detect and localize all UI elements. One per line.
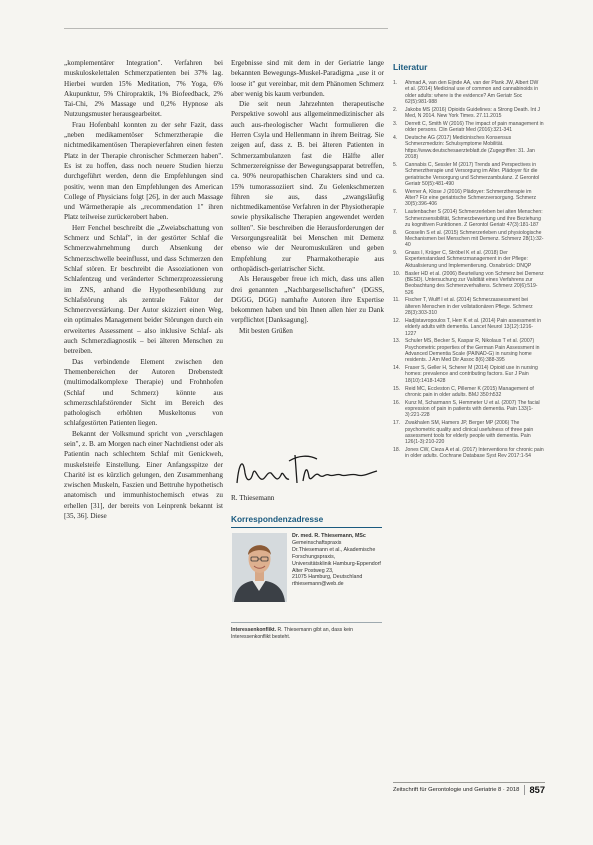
address-line: 21075 Hamburg, Deutschland xyxy=(292,574,363,581)
reference-number: 17. xyxy=(393,420,401,427)
conflict-rule xyxy=(231,622,382,623)
paragraph: Frau Hofenbahl konnten zu der sehr Fazit, dass „neben medikamentöser Schmerztherapie die nichtmedikamentösen Therapieverfahren einen festen Platz in der Therapie chronischer Schmerzen haben". Es ist zu hoffen, dass noch neuere Studien hierzu durchgeführt werden, denn die Empfehlungen sind positiv, wenn man den Empfehlungen des American College of Physicians folgt [26], in der auch Massage und Wärmetherapie als „recommendation 1" ihren Platz teilweise zurückerobert haben. xyxy=(64,120,223,222)
reference-item xyxy=(393,107,544,120)
reference-text: Jones CW, Cieza A et al. (2017) Interventions for chronic pain in older adults. Cochrane Database Syst Rev 2017:1-54 xyxy=(405,447,544,460)
reference-item xyxy=(393,209,544,228)
reference-item xyxy=(393,189,544,208)
handwritten-signature xyxy=(233,443,383,491)
reference-item xyxy=(393,400,544,419)
paragraph: Als Herausgeber freue ich mich, dass uns allen drei genannten „Nachbargesellschaften" (DGSS, DGGG, DGG) namhafte Autoren ihre Expertise bekommen haben und bin Ihnen allen hier zu Dank verpflichtet [Danksagung]. xyxy=(231,275,384,325)
paragraph: „komplementärer Integration". Verfahren bei muskuloskelettalen Schmerzpatienten bei 37% lag. Hierbei wurden 15% Meditation, 7% Yoga, 6% Akupunktur, 5% Chiropraktik, 1% Biofeedback, 2% Tai-Chi, 2% Massage und 0,2% Hypnose als Nutzungsmuster herausgearbeitet. xyxy=(64,59,223,119)
reference-item xyxy=(393,338,544,363)
paragraph: Herr Fenchel beschreibt die „Zweiabschattung von Schmerz und Schlaf", in der gestörter Schlaf die Schmerzwahrnehmung durch Absenkung der Schmerzschwelle beeinflusst, und dass Schmerzen den Schlaf stören. Er beschreibt die Assoziationen von Schlafentzug und veränderter Schmerzprozessierung im ZNS, anhand die Hypothesenbildung zur Schlafstörung als zentrale Faktor der Schmerzverstärkung. Der Autor skizziert einen Weg, ein optimales Management beider Störungen durch ein erweitertes Assessment – also inklusive Schlaf- als auch Schmerzdiagnostik – bei älteren Menschen zu betreiben. xyxy=(64,223,223,356)
paragraph: Das verbindende Element zwischen den Themenbereichen der Autoren Drebenstedt (multimodalkomplexe Therapie) und Frohnhofen (Schlaf und Schmerz) könnte aus schmerzschlafstörender Sicht im Bereich des pathologisch erhöhten Muskeltonus von schlafgestörten Patienten liegen. xyxy=(64,357,223,428)
top-rule xyxy=(64,28,388,29)
literature-heading: Literatur xyxy=(393,62,428,72)
reference-text: Werner A, Klose J (2016) Plädoyer: Schmerztherapie im Alter? Für eine geriatrische Schmerzversorgung. Schmerz 30(5):396-406 xyxy=(405,188,537,208)
text-column-1 xyxy=(64,58,223,521)
footer-rule xyxy=(393,782,545,783)
signature-name: R. Thiesemann xyxy=(231,494,275,502)
correspondence-rule xyxy=(231,527,382,528)
closing-salutation: Mit besten Grüßen xyxy=(239,326,293,335)
literature-list xyxy=(393,80,544,461)
conflict-label: Interessenkonflikt. xyxy=(231,627,277,633)
conflict-text: R. Thiesemann gibt an, dass kein Interessenkonflikt besteht. xyxy=(231,627,353,640)
reference-number: 4. xyxy=(393,135,398,142)
reference-text: Reid MC, Eccleston C, Pillemer K (2015) Management of chronic pain in older adults. BMJ 350:h532 xyxy=(405,385,534,398)
reference-number: 13. xyxy=(393,338,401,345)
reference-item xyxy=(393,80,544,105)
page-footer xyxy=(393,785,545,795)
reference-number: 2. xyxy=(393,106,398,113)
address-line: Dr.Thiesemann et al., Akademische Forschungspraxis, xyxy=(292,546,376,560)
paragraph: Die seit neun Jahrzehnten therapeutische Perspektive sowohl aus allgemeinmedizinischer als auch aus-rheologischer Wacht formulieren die Herren Csyla und Hellenmann in ihrem Beitrag. Sie zeigen auf, dass z. B. bei älteren Patienten in Schmerzambulanzen fast die Hälfte aller Schmerzereignisse der Bewegungsapparat betreffen, ca. 90% neuropathischen Charakters sind und ca. 15% tumorassoziiert sind. Zu Gelenkschmerzen führen sie aus, dass „zwangsläufig nichtmedikamentöse Verfahren in der Physiotherapie sowie physikalische Therapien angewendet werden sollten". Sie beschreiben die Herausforderungen der Versorgungsrealität bei Menschen mit Demenz ebenso wie der Neuromuskulären und geben Empfehlung zur Pharmakotherapie aus orthopädisch-geriatrischer Sicht. xyxy=(231,100,384,273)
reference-number: 10. xyxy=(393,270,401,277)
reference-text: Cannabis C, Sessler M (2017) Trends and Perspectives in Schmerztherapie und Versorgung im Alter. Plädoyer für die geriatrische Versorgung und Schmerzambulanz. Z Gerontol Geriatr 50(5):481-490 xyxy=(405,161,540,187)
reference-text: Gnass I, Krüger C, Ströbel K et al. (2018) Der Expertenstandard Schmerzmanagement in der Pflege: Aktualisierung und Implementierung. Osnabrück: DNQP xyxy=(405,250,532,269)
reference-text: Fischer T, Wulff I et al. (2014) Schmerzassessment bei älteren Menschen in der vollstationären Pflege. Schmerz 28(3):303-310 xyxy=(405,297,533,317)
reference-text: Basler HD et al. (2006) Beurteilung von Schmerz bei Demenz (BESD). Untersuchung zur Validität eines Verfahrens zur Beobachtung des Schmerzverhaltens. Schmerz 20(6):519-526 xyxy=(405,270,544,296)
reference-number: 1. xyxy=(393,80,398,86)
reference-item xyxy=(393,297,544,316)
reference-number: 5. xyxy=(393,161,398,168)
reference-number: 15. xyxy=(393,385,401,392)
reference-text: Kunz M, Scharmann S, Hemmeter U et al. (2007) The facial expression of pain in patients with dementia. Pain 133(1-3):221-228 xyxy=(405,399,540,419)
address-line: Gemeinschaftspraxis xyxy=(292,539,342,546)
reference-number: 7. xyxy=(393,209,398,216)
reference-item xyxy=(393,121,544,134)
reference-number: 8. xyxy=(393,229,398,236)
reference-text: Zwakhalen SM, Hamers JP, Berger MP (2006) The psychometric quality and clinical usefulness of three pain assessment tools for elderly people with dementia. Pain 126(1-3):210-220 xyxy=(405,420,534,446)
reference-number: 18. xyxy=(393,447,401,454)
reference-item xyxy=(393,135,544,160)
reference-item xyxy=(393,420,544,445)
reference-text: Jakobs MS (2016) Opioids Guidelines: a Strong Death. Int J Med, N 2014. New York Times. 27.11.2015 xyxy=(405,106,541,120)
reference-text: Gosselin S et al. (2015) Schmerzerleben und physiologische Mechanismen bei Menschen mit Demenz. Schmerz 28(1):32-40 xyxy=(405,229,544,249)
reference-text: Lautenbacher S (2014) Schmerzerleben bei alten Menschen: Schmerzsensibilität, Schmerzbewertung und ihre Beziehung zu kognitiven Funktionen. Z Gerontol Geriatr 47(3):181-187 xyxy=(405,209,543,228)
correspondence-heading: Korrespondenzadresse xyxy=(231,514,324,524)
reference-text: Derrett C, Smith W (2016) The impact of pain management in older persons. Clin Geriatr Med (2016):321-341 xyxy=(405,120,544,134)
reference-item xyxy=(393,250,544,269)
paragraph: Bekannt der Volksmund spricht von „verschlagen sein", z. B. am Morgen nach einer Nachtdienst oder als Patientin nach schlechtem Schlaf mit Genickweh, muskelsteife Einstellung. Einer Anfangsspitze der Charité ist es kürzlich gelungen, den Zusammenhang zwischen Muskeln, Faszien und Bettruhe hypothetisch anatomisch und immunhistochemisch etwas zu erhellen [31], der bereits von Leinprenk bekannt ist [35, 36]. Diese xyxy=(64,429,223,521)
reference-item xyxy=(393,271,544,296)
reference-number: 3. xyxy=(393,120,398,127)
reference-number: 16. xyxy=(393,399,401,406)
reference-text: Ahmad A, van den Eijnde AA, van der Plank JW, Albert DW et al. (2014) Medicinal use of common and cannabinoids in older adults: where is the evidence? Am Geriatr Soc 62(5):981-988 xyxy=(405,80,539,105)
reference-text: Fraser S, Geller H, Scherer M (2014) Opioid use in nursing homes: prevalence and contributing factors. Eur J Pain 18(10):1418-1428 xyxy=(405,365,538,384)
reference-item xyxy=(393,365,544,384)
conflict-of-interest xyxy=(231,627,382,641)
reference-number: 12. xyxy=(393,317,401,324)
paragraph: Ergebnisse sind mit dem in der Geriatrie lange bekannten Bewegungs-Muskel-Paradigma „use it or loose it" gut vereinbar, mit dem Phänomen Schmerz aber wenig bis kaum verbunden. xyxy=(231,59,384,98)
reference-text: Schuler MS, Becker S, Kaspar R, Nikolaus T et al. (2007) Psychometric properties of the German Pain Assessment in Advanced Dementia Scale (PAINAD-G) in nursing home residents. J Am Med Dir Assoc 8(6):388-395 xyxy=(405,338,540,364)
address-line: Alter Postweg 23, xyxy=(292,567,334,574)
reference-number: 9. xyxy=(393,250,398,257)
author-photo xyxy=(232,533,287,602)
correspondence-address xyxy=(292,533,384,588)
reference-number: 14. xyxy=(393,365,401,372)
address-line: Universitätsklinik Hamburg-Eppendorf xyxy=(292,560,381,567)
page-number: 857 xyxy=(524,785,545,795)
reference-item xyxy=(393,162,544,187)
reference-item xyxy=(393,447,544,460)
author-name: Dr. med. R. Thiesemann, MSc xyxy=(292,533,366,539)
reference-item xyxy=(393,230,544,249)
reference-number: 11. xyxy=(393,297,400,304)
email-link[interactable]: rthiesemann@web.de xyxy=(292,581,344,588)
text-column-2 xyxy=(231,58,384,336)
reference-number: 6. xyxy=(393,188,398,195)
reference-text: Hadjistavropoulos T, Herr K et al. (2014) Pain assessment in elderly adults with dementia. Lancet Neurol 13(12):1216-1227 xyxy=(405,317,542,337)
reference-item xyxy=(393,318,544,337)
reference-text: Deutsche AG (2017) Medicinisches Konsensus Schmerzmedizin: Schulsymptome Mobilität. https://www.deutschesaerzteblatt.de (Zugegriffen: 31. Jan 2018) xyxy=(405,135,535,161)
reference-item xyxy=(393,386,544,399)
journal-name: Zeitschrift für Gerontologie und Geriatrie 8 · 2018 xyxy=(393,787,520,793)
